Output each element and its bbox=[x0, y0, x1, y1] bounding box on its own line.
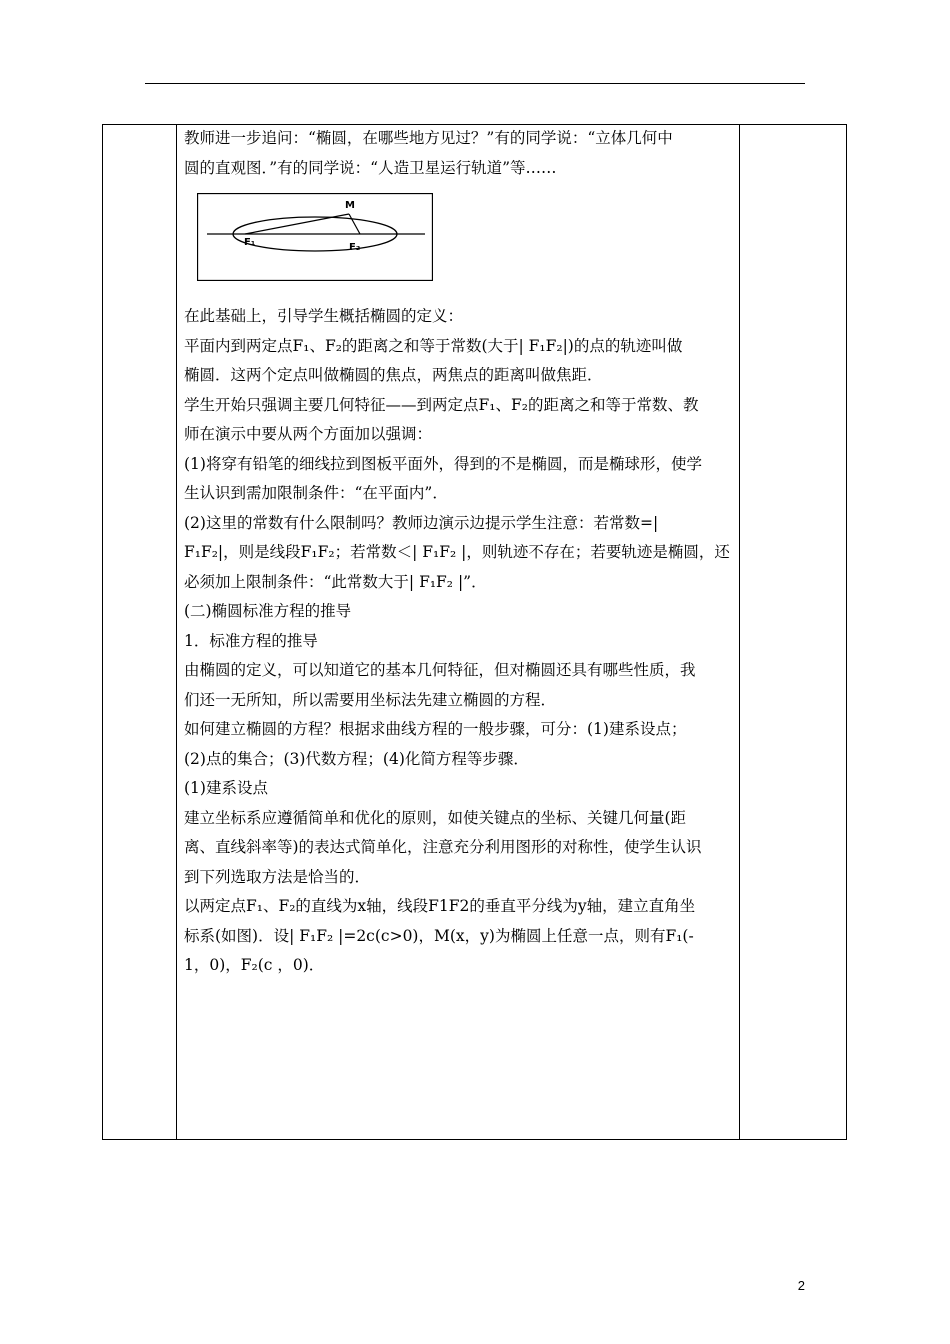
header-rule bbox=[145, 83, 805, 84]
paragraph: 如何建立椭圆的方程？根据求曲线方程的一般步骤，可分：(1)建系设点； bbox=[184, 720, 687, 738]
segment-m-f2 bbox=[349, 214, 360, 234]
paragraph: 们还一无所知，所以需要用坐标法先建立椭圆的方程． bbox=[184, 690, 557, 709]
paragraph: 标系(如图)．设| F₁F₂ |=2c(c>0)，M(x，y)为椭圆上任意一点，则有F₁(- bbox=[184, 926, 694, 945]
paragraph: 离、直线斜率等)的表达式简单化，注意充分利用图形的对称性，使学生认识 bbox=[184, 838, 702, 856]
subsection-heading: 1．标准方程的推导 bbox=[184, 631, 318, 650]
lesson-content bbox=[184, 124, 734, 981]
paragraph: 学生开始只强调主要几何特征——到两定点F₁、F₂的距离之和等于常数、教 bbox=[184, 395, 699, 414]
paragraph: 平面内到两定点F₁、F₂的距离之和等于常数(大于| F₁F₂|)的点的轨迹叫做 bbox=[184, 336, 683, 355]
paragraph: 建立坐标系应遵循简单和优化的原则，如使关键点的坐标、关键几何量(距 bbox=[184, 808, 687, 827]
paragraph: 教师进一步追问：“椭圆，在哪些地方见过？”有的同学说：“立体几何中 bbox=[184, 129, 673, 147]
paragraph: 圆的直观图．”有的同学说：“人造卫星运行轨道”等…… bbox=[184, 158, 557, 177]
label-f2: F₂ bbox=[349, 242, 361, 253]
paragraph: 1，0)，F₂(c ，0)． bbox=[184, 956, 325, 974]
label-f1: F₁ bbox=[244, 237, 256, 248]
paragraph: 在此基础上，引导学生概括椭圆的定义： bbox=[184, 307, 464, 325]
paragraph: 必须加上限制条件：“此常数大于| F₁F₂ |”． bbox=[184, 572, 487, 591]
paragraph: (1)将穿有铅笔的细线拉到图板平面外，得到的不是椭圆，而是椭球形，使学 bbox=[184, 454, 702, 473]
paragraph: F₁F₂|，则是线段F₁F₂；若常数＜| F₁F₂ |，则轨迹不存在；若要轨迹是椭圆，还 bbox=[184, 543, 730, 561]
label-m: M bbox=[345, 200, 355, 211]
table-column-divider-right bbox=[739, 125, 740, 1139]
paragraph: 椭圆．这两个定点叫做椭圆的焦点，两焦点的距离叫做焦距． bbox=[184, 366, 603, 384]
paragraph: 以两定点F₁、F₂的直线为x轴，线段F1F2的垂直平分线为y轴，建立直角坐 bbox=[184, 897, 696, 915]
diagram-frame bbox=[198, 194, 433, 281]
section-heading: (二)椭圆标准方程的推导 bbox=[184, 602, 352, 620]
ellipse-diagram bbox=[197, 193, 433, 281]
paragraph: 由椭圆的定义，可以知道它的基本几何特征，但对椭圆还具有哪些性质，我 bbox=[184, 661, 696, 679]
paragraph: 师在演示中要从两个方面加以强调： bbox=[184, 425, 433, 443]
table-column-divider-left bbox=[176, 125, 177, 1139]
paragraph: 到下列选取方法是恰当的． bbox=[184, 867, 371, 886]
paragraph: 生认识到需加限制条件：“在平面内”． bbox=[184, 484, 448, 502]
paragraph: (2)这里的常数有什么限制吗？教师边演示边提示学生注意：若常数=| bbox=[184, 513, 659, 532]
page-number: 2 bbox=[797, 1278, 805, 1293]
step-heading: (1)建系设点 bbox=[184, 779, 268, 797]
paragraph: (2)点的集合；(3)代数方程；(4)化简方程等步骤． bbox=[184, 749, 529, 768]
